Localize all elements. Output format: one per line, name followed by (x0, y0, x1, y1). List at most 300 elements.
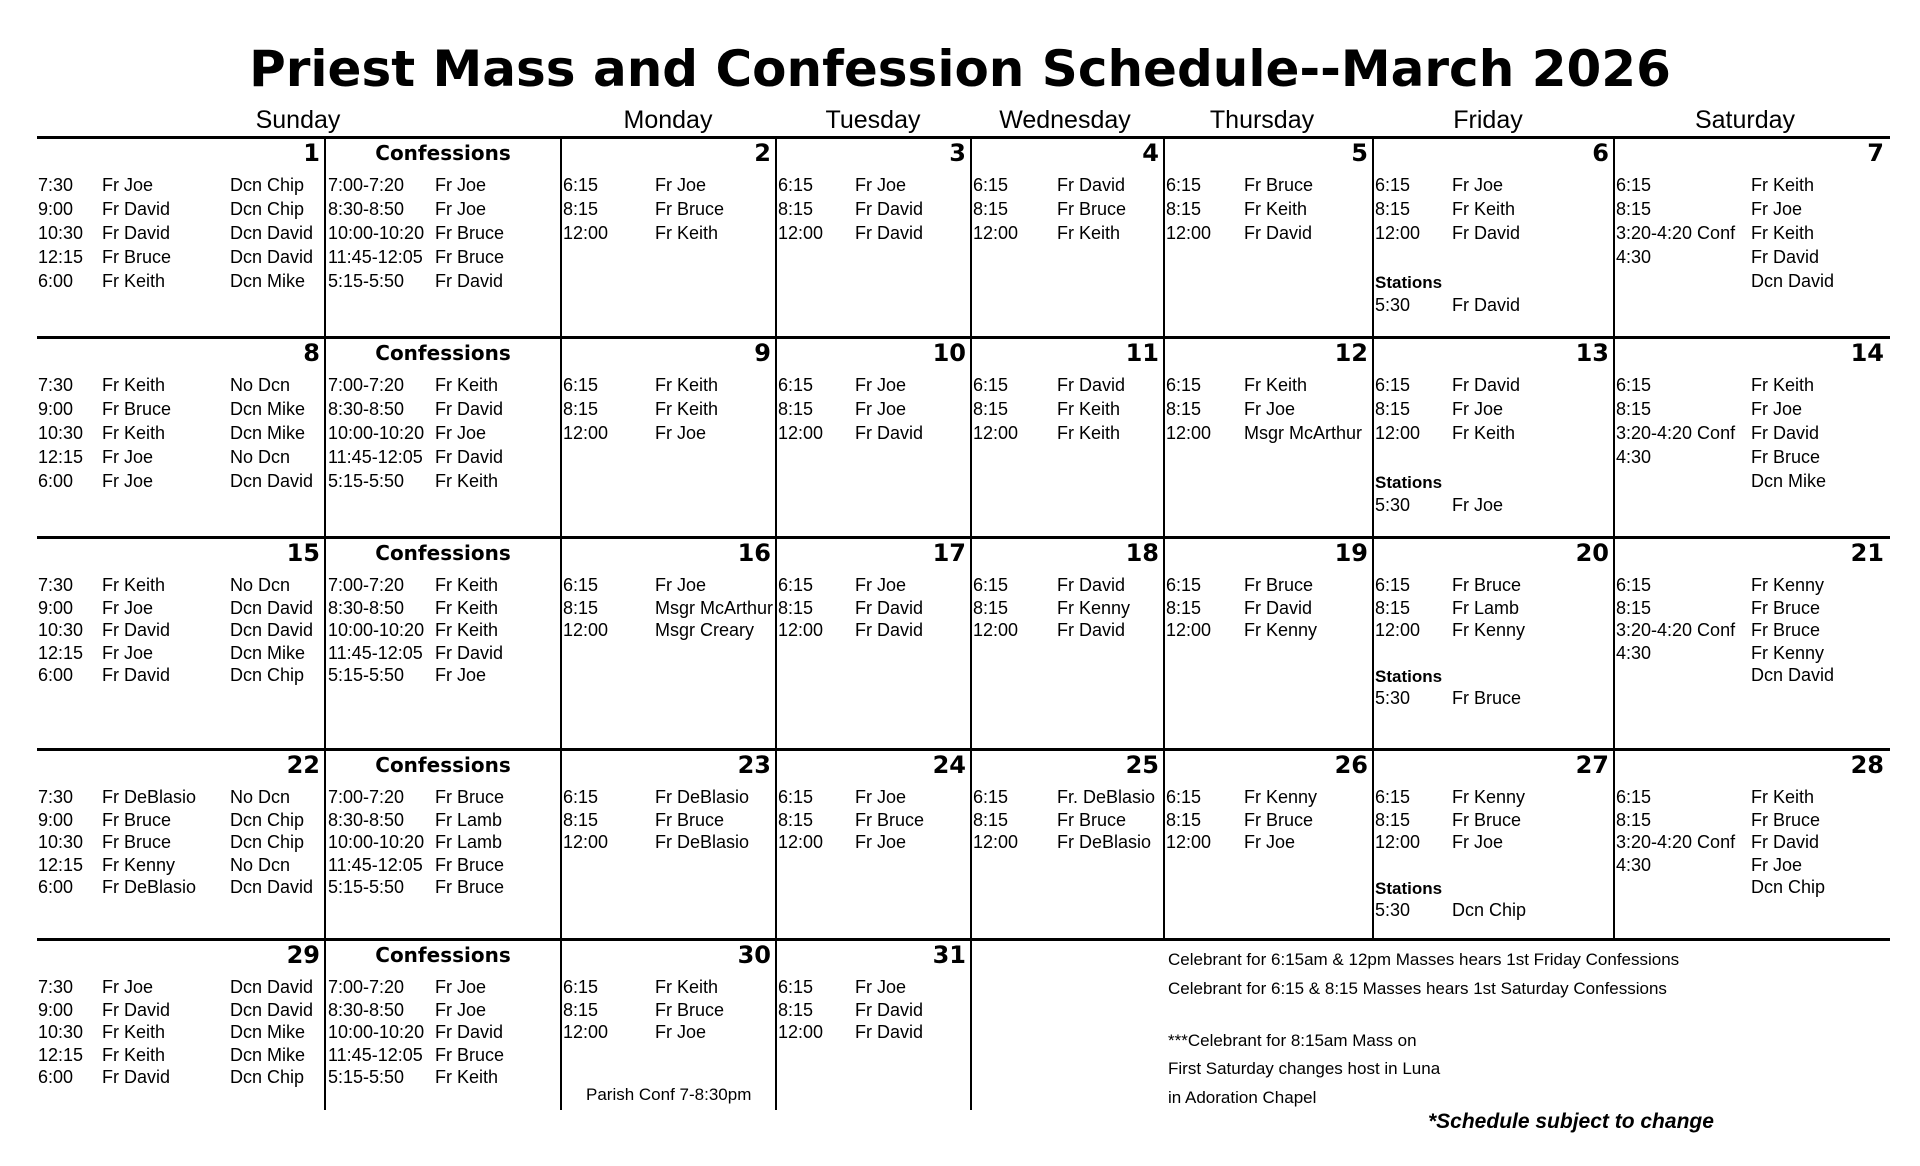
day-name-thursday: Thursday (1209, 106, 1315, 134)
mass-row (972, 810, 1163, 834)
confession-row (326, 399, 560, 423)
mass-time: 8:15 (563, 597, 599, 618)
day-cell-tuesday (777, 339, 970, 536)
celebrant-name: Fr DeBlasio (655, 832, 750, 852)
mass-row (1165, 832, 1372, 856)
confession-row (326, 423, 560, 447)
mass-row (777, 977, 970, 1001)
stations-row (1374, 295, 1613, 319)
mass-row (37, 399, 324, 423)
mass-row (777, 223, 970, 247)
confession-row (326, 877, 560, 901)
mass-row (1165, 175, 1372, 199)
mass-row (1374, 175, 1613, 199)
mass-time: 12:00 (778, 1022, 824, 1042)
stations-label: Stations (1375, 879, 1443, 898)
mass-time: 6:15 (1616, 575, 1652, 595)
confessor-name: Fr David (435, 447, 504, 467)
mass-time: 12:00 (563, 620, 609, 640)
mass-row (1374, 423, 1613, 447)
mass-time: 12:00 (1166, 423, 1212, 443)
mass-row (777, 810, 970, 834)
mass-row (1615, 447, 1888, 471)
celebrant-name: Fr Bruce (1057, 199, 1127, 219)
mass-time: 8:15 (1375, 809, 1411, 830)
confessor-name: Fr Keith (435, 1067, 499, 1087)
mass-time: 6:15 (778, 375, 814, 395)
celebrant-name: Fr Keith (1057, 423, 1121, 443)
confession-row (326, 223, 560, 247)
confession-row (326, 175, 560, 199)
mass-row (37, 471, 324, 495)
deacon-name: Dcn Chip (230, 809, 305, 830)
celebrant-name: Fr David (1057, 175, 1126, 195)
date-number: 1 (303, 139, 320, 167)
stations-row (1374, 900, 1613, 924)
mass-time: 12:15 (38, 642, 84, 663)
mass-row (972, 175, 1163, 199)
mass-time: 12:00 (1375, 423, 1421, 443)
deacon-name: Dcn David (230, 471, 314, 491)
date-number: 17 (932, 539, 966, 567)
confession-row (326, 575, 560, 599)
celebrant-name: Fr David (102, 620, 171, 640)
confession-time: 7:00-7:20 (328, 175, 405, 195)
deacon-name: Dcn Chip (230, 1067, 305, 1087)
celebrant-name: Fr Joe (855, 375, 907, 395)
celebrant-name: Fr Joe (102, 977, 154, 997)
deacon-name: Dcn Chip (230, 175, 305, 195)
date-number: 22 (286, 751, 320, 779)
celebrant-name: Fr Keith (1751, 787, 1815, 807)
day-cell-tuesday (777, 751, 970, 938)
mass-row (972, 598, 1163, 622)
confessor-name: Fr Bruce (435, 854, 505, 875)
deacon-name: Dcn David (230, 977, 314, 997)
mass-time: 7:30 (38, 375, 74, 395)
confessions-cell (326, 139, 560, 336)
celebrant-name: Fr Keith (1057, 223, 1121, 243)
day-cell-thursday (1165, 139, 1372, 336)
confessions-heading: Confessions (375, 341, 511, 365)
celebrant-name: Fr Bruce (1057, 809, 1127, 830)
mass-time: 12:15 (38, 1044, 84, 1065)
mass-time: 4:30 (1616, 247, 1652, 267)
confession-time: 11:45-12:05 (328, 447, 423, 467)
celebrant-name: Fr Joe (855, 399, 907, 419)
confession-time: 10:00-10:20 (328, 620, 425, 640)
mass-time: 12:00 (1166, 620, 1212, 640)
celebrant-name: Fr Keith (655, 977, 719, 997)
mass-row (777, 1022, 970, 1046)
mass-time: 9:00 (38, 809, 74, 830)
mass-row (37, 1067, 324, 1091)
mass-row (1615, 271, 1888, 295)
celebrant-name: Fr Bruce (102, 809, 172, 830)
mass-row (1615, 399, 1888, 423)
confession-time: 8:30-8:50 (328, 399, 405, 419)
confessor-name: Fr Joe (435, 999, 487, 1020)
date-number: 13 (1575, 339, 1609, 367)
mass-row (562, 832, 775, 856)
mass-time: 8:15 (973, 809, 1009, 830)
deacon-name: Dcn Chip (230, 665, 305, 685)
confession-time: 11:45-12:05 (328, 854, 423, 875)
confessor-name: Fr Bruce (435, 1044, 505, 1065)
celebrant-name: Fr Keith (1751, 175, 1815, 195)
celebrant-name: Fr DeBlasio (102, 787, 197, 807)
mass-row (1615, 247, 1888, 271)
mass-time: 6:15 (1375, 575, 1411, 595)
day-name-tuesday: Tuesday (825, 106, 921, 134)
celebrant-name: Fr Joe (102, 597, 154, 618)
confession-time: 10:00-10:20 (328, 1022, 425, 1042)
mass-row (1374, 223, 1613, 247)
mass-row (562, 423, 775, 447)
mass-row (1615, 199, 1888, 223)
mass-row (777, 598, 970, 622)
date-number: 20 (1575, 539, 1609, 567)
mass-row (972, 620, 1163, 644)
mass-row (1374, 620, 1613, 644)
stations-time: 5:30 (1375, 495, 1411, 515)
date-number: 23 (737, 751, 771, 779)
celebrant-name: Fr Bruce (102, 247, 172, 267)
date-number: 2 (754, 139, 771, 167)
celebrant-name: Fr Joe (1452, 832, 1504, 852)
confessions-heading: Confessions (375, 541, 511, 565)
mass-time: 12:15 (38, 247, 84, 267)
confession-time: 10:00-10:20 (328, 832, 425, 852)
mass-row (972, 223, 1163, 247)
celebrant-name: Fr Joe (1751, 399, 1803, 419)
stations-leader: Fr Joe (1452, 495, 1504, 515)
mass-time: 9:00 (38, 597, 74, 618)
celebrant-name: Fr Joe (1751, 854, 1803, 875)
day-cell-sunday (37, 941, 324, 1110)
celebrant-name: Fr Keith (1244, 199, 1308, 219)
mass-time: 6:15 (778, 977, 814, 997)
confession-time: 5:15-5:50 (328, 665, 405, 685)
celebrant-name: Fr Bruce (1751, 620, 1821, 640)
stations-time: 5:30 (1375, 295, 1411, 315)
confession-row (326, 787, 560, 811)
celebrant-name: Fr Keith (102, 423, 166, 443)
celebrant-name: Fr Joe (1452, 399, 1504, 419)
day-cell-friday (1374, 751, 1613, 938)
mass-time: 8:15 (1375, 597, 1411, 618)
day-cell-tuesday (777, 139, 970, 336)
mass-time: 12:00 (563, 1022, 609, 1042)
day-cell-saturday (1615, 139, 1888, 336)
celebrant-name: Fr DeBlasio (655, 787, 750, 807)
mass-time: 6:15 (1166, 787, 1202, 807)
confession-time: 5:15-5:50 (328, 471, 405, 491)
confessor-name: Fr Lamb (435, 809, 503, 830)
mass-row (1615, 375, 1888, 399)
celebrant-name: Fr Keith (102, 271, 166, 291)
mass-time: 12:15 (38, 447, 84, 467)
celebrant-name: Fr Keith (655, 399, 719, 419)
confessor-name: Fr Bruce (435, 223, 505, 243)
celebrant-name: Fr DeBlasio (1057, 832, 1152, 852)
celebrant-name: Fr David (1751, 423, 1820, 443)
mass-time: 3:20-4:20 Conf (1616, 223, 1736, 243)
mass-time: 12:00 (563, 223, 609, 243)
mass-row (777, 375, 970, 399)
day-cell-tuesday (777, 941, 970, 1110)
celebrant-name: Fr Kenny (1057, 597, 1131, 618)
mass-time: 10:30 (38, 423, 84, 443)
confession-row (326, 977, 560, 1001)
celebrant-name: Fr David (855, 223, 924, 243)
schedule-note-line: ***Celebrant for 8:15am Mass on (1168, 1030, 1417, 1050)
mass-row (1165, 223, 1372, 247)
mass-row (972, 399, 1163, 423)
celebrant-name: Fr David (855, 423, 924, 443)
mass-time: 8:15 (1616, 399, 1652, 419)
mass-time: 12:00 (778, 832, 824, 852)
celebrant-name: Dcn David (1751, 271, 1835, 291)
mass-time: 6:15 (778, 787, 814, 807)
column-divider (970, 941, 972, 1110)
celebrant-name: Fr Keith (1751, 223, 1815, 243)
confessor-name: Fr Keith (435, 597, 499, 618)
confessor-name: Fr David (435, 1022, 504, 1042)
confessor-name: Fr Joe (435, 423, 487, 443)
celebrant-name: Fr Kenny (1452, 620, 1526, 640)
mass-time: 6:15 (973, 175, 1009, 195)
mass-time: 8:15 (1616, 597, 1652, 618)
deacon-name: Dcn David (230, 999, 314, 1020)
confession-time: 5:15-5:50 (328, 271, 405, 291)
date-number: 11 (1125, 339, 1159, 367)
mass-row (777, 620, 970, 644)
mass-row (1165, 787, 1372, 811)
celebrant-name: Fr Bruce (1751, 447, 1821, 467)
celebrant-name: Fr Joe (855, 832, 907, 852)
mass-time: 6:15 (1375, 787, 1411, 807)
celebrant-name: Fr Joe (655, 175, 707, 195)
celebrant-name: Fr Keith (1751, 375, 1815, 395)
mass-row (777, 832, 970, 856)
mass-time: 7:30 (38, 175, 74, 195)
mass-time: 12:00 (778, 223, 824, 243)
day-cell-friday (1374, 339, 1613, 536)
deacon-name: Dcn David (230, 620, 314, 640)
mass-time: 8:15 (778, 399, 814, 419)
celebrant-name: Fr Keith (102, 1044, 166, 1065)
mass-time: 3:20-4:20 Conf (1616, 832, 1736, 852)
celebrant-name: Fr Lamb (1452, 597, 1520, 618)
celebrant-name: Fr David (102, 199, 171, 219)
mass-time: 6:00 (38, 471, 74, 491)
day-cell-sunday (37, 139, 324, 336)
mass-row (562, 1000, 775, 1024)
day-cell-monday (562, 339, 775, 536)
mass-row (37, 271, 324, 295)
mass-time: 9:00 (38, 999, 74, 1020)
mass-row (37, 832, 324, 856)
mass-time: 8:15 (1166, 597, 1202, 618)
schedule-note-line: Celebrant for 6:15am & 12pm Masses hears 1st Friday Confessions (1168, 950, 1680, 969)
celebrant-name: Fr David (855, 620, 924, 640)
mass-row (1615, 855, 1888, 879)
mass-row (1615, 471, 1888, 495)
mass-time: 6:00 (38, 665, 74, 685)
mass-row (972, 575, 1163, 599)
celebrant-name: Fr David (1057, 620, 1126, 640)
mass-row (562, 810, 775, 834)
mass-row (37, 1000, 324, 1024)
celebrant-name: Dcn Mike (1751, 471, 1827, 491)
mass-row (1615, 877, 1888, 901)
confession-row (326, 598, 560, 622)
celebrant-name: Fr Keith (102, 375, 166, 395)
date-number: 26 (1334, 751, 1368, 779)
disclaimer-text: *Schedule subject to change (1428, 1110, 1714, 1133)
mass-time: 4:30 (1616, 642, 1652, 663)
date-number: 25 (1125, 751, 1159, 779)
confessor-name: Fr Bruce (435, 787, 505, 807)
confession-row (326, 855, 560, 879)
mass-row (562, 575, 775, 599)
date-number: 8 (303, 339, 320, 367)
mass-row (562, 199, 775, 223)
day-cell-saturday (1615, 339, 1888, 536)
celebrant-name: Fr Bruce (1244, 809, 1314, 830)
mass-time: 10:30 (38, 223, 84, 243)
celebrant-name: Fr Bruce (102, 399, 172, 419)
deacon-name: Dcn Mike (230, 1044, 306, 1065)
day-cell-thursday (1165, 751, 1372, 938)
celebrant-name: Msgr McArthur (655, 597, 774, 618)
day-cell-sunday (37, 339, 324, 536)
mass-time: 6:15 (1166, 175, 1202, 195)
mass-time: 8:15 (563, 809, 599, 830)
mass-time: 12:00 (973, 620, 1019, 640)
date-number: 14 (1850, 339, 1884, 367)
date-number: 29 (286, 941, 320, 969)
day-cell-thursday (1165, 339, 1372, 536)
stations-time: 5:30 (1375, 899, 1411, 920)
day-name-monday: Monday (623, 106, 713, 134)
mass-row (972, 423, 1163, 447)
mass-row (1165, 620, 1372, 644)
celebrant-name: Fr Bruce (1244, 575, 1314, 595)
stations-time: 5:30 (1375, 687, 1411, 708)
mass-time: 8:15 (1166, 399, 1202, 419)
mass-time: 10:30 (38, 832, 84, 852)
mass-time: 7:30 (38, 575, 74, 595)
confession-time: 8:30-8:50 (328, 809, 405, 830)
confession-time: 7:00-7:20 (328, 575, 405, 595)
date-number: 24 (932, 751, 966, 779)
stations-label: Stations (1375, 273, 1443, 292)
celebrant-name: Fr Joe (102, 642, 154, 663)
mass-row (37, 1022, 324, 1046)
mass-row (777, 787, 970, 811)
page-title: Priest Mass and Confession Schedule--March 2026 (249, 40, 1671, 98)
date-number: 27 (1575, 751, 1609, 779)
mass-row (37, 1045, 324, 1069)
mass-time: 12:00 (1375, 620, 1421, 640)
celebrant-name: Fr Joe (655, 1022, 707, 1042)
celebrant-name: Fr David (1057, 575, 1126, 595)
celebrant-name: Fr Keith (102, 1022, 166, 1042)
mass-time: 6:15 (563, 175, 599, 195)
mass-row (972, 832, 1163, 856)
mass-time: 8:15 (1375, 399, 1411, 419)
mass-row (1374, 375, 1613, 399)
confession-row (326, 447, 560, 471)
mass-row (777, 199, 970, 223)
mass-time: 8:15 (1166, 199, 1202, 219)
date-number: 7 (1867, 139, 1884, 167)
date-number: 12 (1334, 339, 1368, 367)
mass-row (37, 855, 324, 879)
celebrant-name: Fr Bruce (655, 199, 725, 219)
celebrant-name: Fr Joe (102, 175, 154, 195)
mass-time: 10:30 (38, 620, 84, 640)
mass-row (37, 810, 324, 834)
mass-time: 6:15 (1616, 787, 1652, 807)
mass-row (1165, 399, 1372, 423)
mass-row (562, 977, 775, 1001)
confessions-cell (326, 539, 560, 748)
mass-time: 7:30 (38, 787, 74, 807)
confession-time: 5:15-5:50 (328, 877, 405, 897)
deacon-name: Dcn David (230, 223, 314, 243)
confessor-name: Fr Keith (435, 375, 499, 395)
confession-row (326, 832, 560, 856)
celebrant-name: Fr Joe (855, 977, 907, 997)
deacon-name: Dcn Chip (230, 832, 305, 852)
mass-time: 8:15 (1166, 809, 1202, 830)
mass-time: 6:15 (778, 175, 814, 195)
mass-row (37, 175, 324, 199)
celebrant-name: Fr. DeBlasio (1057, 787, 1156, 807)
mass-row (972, 787, 1163, 811)
celebrant-name: Fr Kenny (1244, 620, 1318, 640)
mass-time: 8:15 (563, 199, 599, 219)
confession-time: 10:00-10:20 (328, 423, 425, 443)
mass-row (777, 175, 970, 199)
mass-row (562, 598, 775, 622)
mass-time: 6:15 (973, 375, 1009, 395)
celebrant-name: Dcn Chip (1751, 877, 1826, 897)
deacon-name: Dcn Mike (230, 399, 306, 419)
mass-row (562, 175, 775, 199)
confessions-cell (326, 941, 560, 1110)
confession-time: 10:00-10:20 (328, 223, 425, 243)
deacon-name: No Dcn (230, 447, 291, 467)
day-cell-saturday (1615, 539, 1888, 748)
parish-conf-note: Parish Conf 7-8:30pm (586, 1085, 752, 1104)
mass-row (1615, 620, 1888, 644)
mass-row (37, 665, 324, 689)
confession-time: 7:00-7:20 (328, 375, 405, 395)
day-cell-thursday (1165, 539, 1372, 748)
mass-time: 9:00 (38, 199, 74, 219)
mass-row (1374, 810, 1613, 834)
mass-row (562, 1022, 775, 1046)
mass-row (972, 199, 1163, 223)
day-cell-wednesday (972, 339, 1163, 536)
deacon-name: Dcn David (230, 247, 314, 267)
celebrant-name: Dcn David (1751, 665, 1835, 685)
celebrant-name: Fr Kenny (102, 854, 176, 875)
